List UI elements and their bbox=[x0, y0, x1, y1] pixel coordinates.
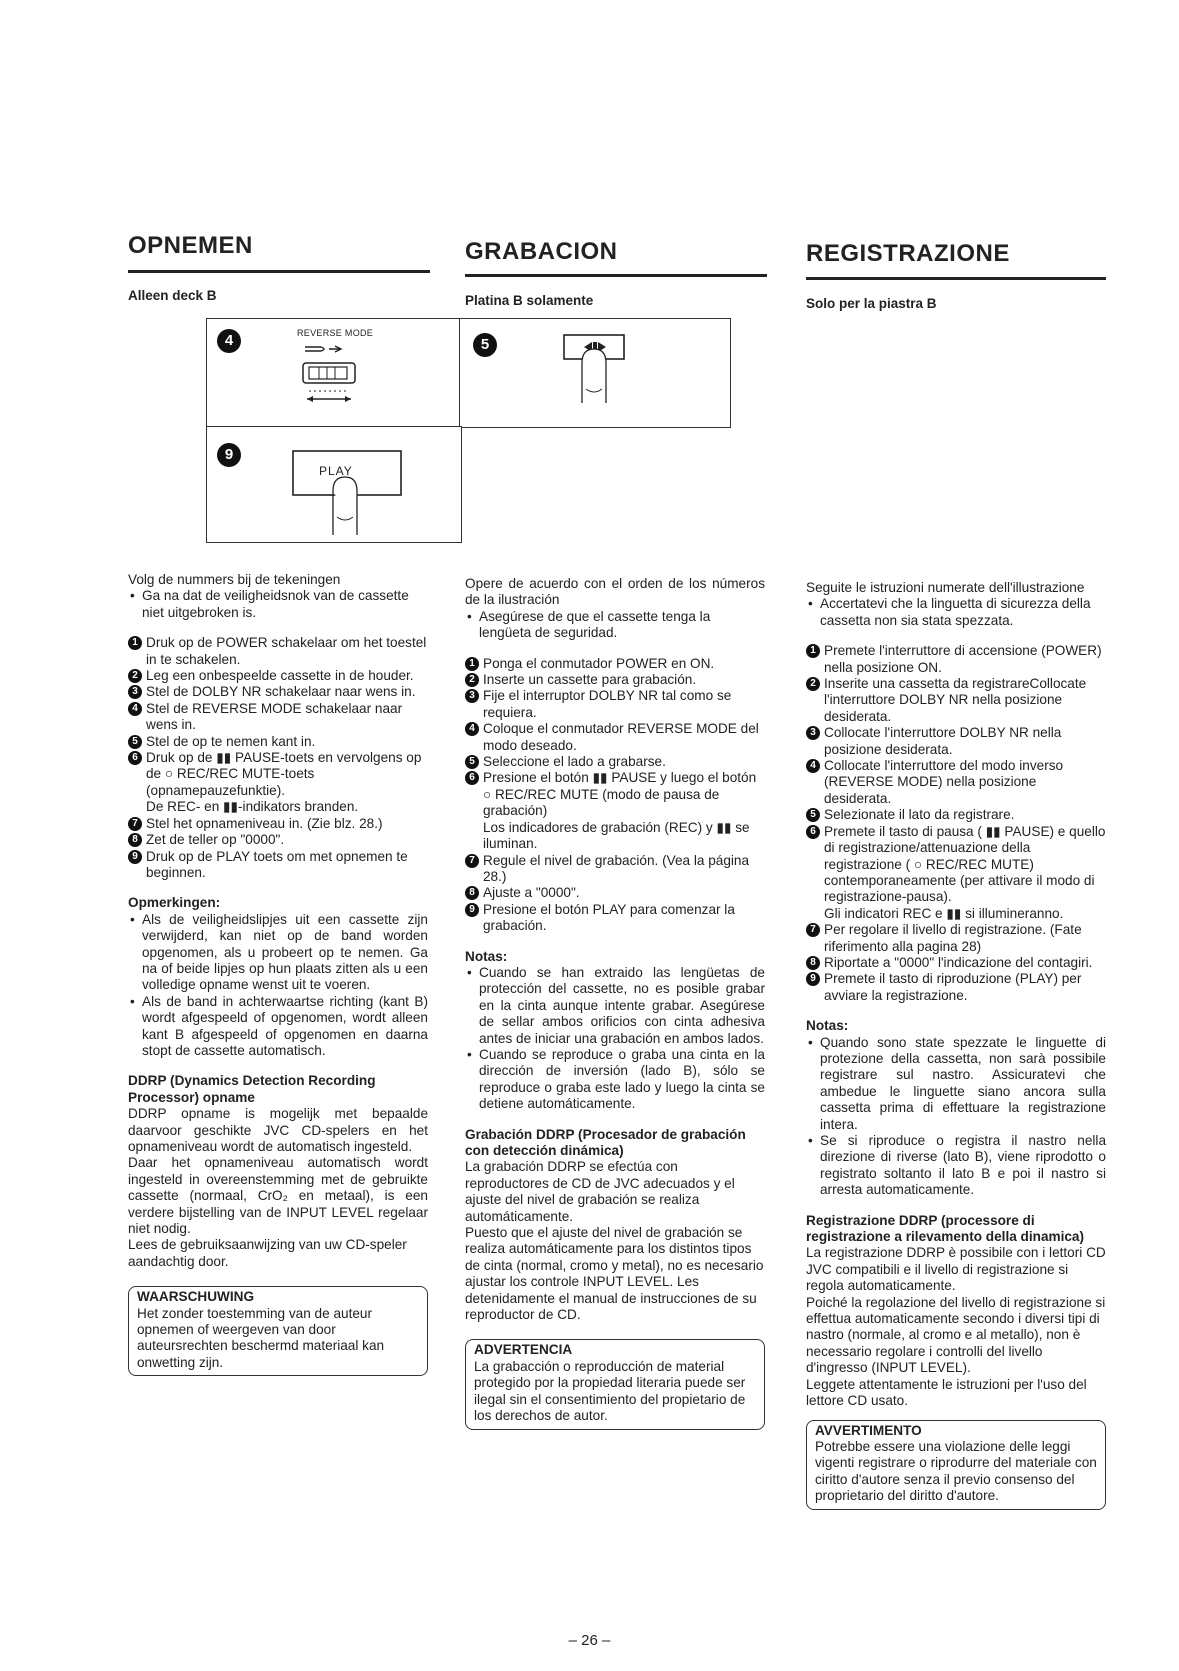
bullet-list bbox=[806, 596, 1106, 629]
step-text: Druk op de ▮▮ PAUSE-toets en vervolgens op de ○ REC/REC MUTE-toets (opnamepauzefunktie). De REC- en ▮▮-indikators branden. bbox=[146, 750, 422, 815]
step-text: Fije el interruptor DOLBY NR tal como se requiera. bbox=[483, 688, 732, 720]
notes-list bbox=[806, 1035, 1106, 1199]
title-nl: OPNEMEN bbox=[128, 232, 253, 259]
list-item bbox=[469, 688, 765, 721]
ddrp-paragraph: DDRP opname is mogelijk met bepaalde daarvoor geschikte JVC CD-spelers en het opnameniveau wordt de automatisch ingesteld. bbox=[128, 1106, 428, 1154]
notes-heading: Opmerkingen: bbox=[128, 895, 221, 911]
ddrp-heading: Registrazione DDRP (processore di registrazione a rilevamento della dinamica) bbox=[806, 1212, 1085, 1245]
list-item bbox=[469, 672, 765, 688]
list-item bbox=[810, 971, 1106, 1004]
list-item bbox=[469, 901, 765, 935]
title-it: REGISTRAZIONE bbox=[806, 240, 1010, 267]
list-item bbox=[469, 852, 765, 886]
ddrp-paragraph: Poiché la regolazione del livello di registrazione si effettua automaticamente secondo i diversi tipi di nastro (normale, al cromo e al metallo), non è necessario regolare i controlli del livello d'ingresso (INPUT LEVEL). bbox=[806, 1294, 1106, 1376]
step-text: Premete l'interruttore di accensione (POWER) nella posizione ON. bbox=[824, 643, 1102, 675]
list-item bbox=[132, 700, 428, 734]
step-number-badge: 2 bbox=[465, 673, 479, 687]
step-text: Collocate l'interruttore DOLBY NR nella posizione desiderata. bbox=[824, 725, 1062, 757]
step-number-badge: 1 bbox=[465, 657, 479, 671]
ddrp-paragraph: Lees de gebruiksaanwijzing van uw CD-speler aandachtig door. bbox=[128, 1237, 407, 1269]
subtitle-it: Solo per la piastra B bbox=[806, 296, 937, 311]
figure-reverse-mode bbox=[206, 318, 462, 428]
notes-list bbox=[128, 912, 428, 1060]
step-text: Seleccione el lado a grabarse. bbox=[483, 754, 666, 770]
step-number-badge: 9 bbox=[128, 850, 142, 864]
list-item: • Accertatevi che la linguetta di sicurezza della cassetta non sia stata spezzata. bbox=[820, 596, 1106, 629]
reverse-mode-label: REVERSE MODE bbox=[297, 328, 374, 338]
step-number-badge: 6 bbox=[465, 771, 479, 785]
list-item: • Als de band in achterwaartse richting (kant B) wordt afgespeeld of opgenomen, wordt alleen kant B afgespeeld of opgenomen en daarna stopt de cassette automatisch. bbox=[142, 994, 428, 1060]
column-es bbox=[465, 576, 765, 1430]
step-text: Stel de op te nemen kant in. bbox=[146, 733, 316, 749]
list-item bbox=[810, 954, 1106, 971]
intro-text: Opere de acuerdo con el orden de los números de la ilustración bbox=[465, 576, 765, 608]
step-text: Per regolare il livello di registrazione. (Fate riferimento alla pagina 28) bbox=[824, 922, 1082, 954]
list-item bbox=[469, 721, 765, 754]
step-number-badge: 3 bbox=[806, 726, 820, 740]
list-item bbox=[469, 885, 765, 901]
ddrp-paragraph: La grabación DDRP se efectúa con reproductores de CD de JVC adecuados y el ajuste del nivel de grabación se realiza automáticamente. bbox=[465, 1159, 735, 1224]
step-text: Premete il tasto di riproduzione (PLAY) per avviare la registrazione. bbox=[824, 971, 1082, 1003]
step-number-badge: 7 bbox=[806, 923, 820, 937]
warning-text: La grabacción o reproducción de material protegido por la propiedad literaria puede ser ilegal sin el consentimiento del propietario de los derechos de autor. bbox=[474, 1358, 746, 1424]
figure-play bbox=[206, 426, 462, 543]
step-number-badge: 1 bbox=[128, 636, 142, 650]
warning-box bbox=[806, 1420, 1106, 1510]
ddrp-heading: Grabación DDRP (Procesador de grabación con detección dinámica) bbox=[465, 1126, 746, 1158]
warning-text: Het zonder toestemming van de auteur opnemen of weergeven van door auteursrechten beschermd materiaal kan onwetting zijn. bbox=[137, 1305, 385, 1370]
step-number-badge: 3 bbox=[465, 689, 479, 703]
list-item: • Cuando se reproduce o graba una cinta en la dirección de inversión (lado B), sólo se reproduce o graba este lado y luego la cinta se detiene automáticamente. bbox=[479, 1047, 765, 1113]
step-text: Druk op de POWER schakelaar om het toestel in te schakelen. bbox=[146, 635, 427, 667]
list-item bbox=[132, 848, 428, 882]
step-text: Coloque el conmutador REVERSE MODE del modo deseado. bbox=[483, 721, 759, 753]
step-number-badge: 4 bbox=[128, 702, 142, 716]
step-number-badge: 8 bbox=[465, 886, 479, 900]
step-text: Presione el botón ▮▮ PAUSE y luego el botón ○ REC/REC MUTE (modo de pausa de grabación) Los indicadores de grabación (REC) y ▮▮ se iluminan. bbox=[483, 770, 757, 852]
step-number-badge: 9 bbox=[465, 903, 479, 917]
step-text: Druk op de PLAY toets om met opnemen te beginnen. bbox=[146, 848, 408, 880]
play-button-icon bbox=[287, 447, 407, 539]
list-item bbox=[810, 823, 1106, 922]
step-text: Ajuste a "0000". bbox=[483, 885, 580, 901]
bullet-list bbox=[128, 588, 428, 621]
intro-text: Volg de nummers bij de tekeningen bbox=[128, 572, 341, 587]
list-item: • Se si riproduce o registra il nastro nella direzione di riverse (lato B), viene riprodotto o registrato soltanto il lato B e poi il nastro si arresta automaticamente. bbox=[820, 1133, 1106, 1199]
list-item bbox=[132, 832, 428, 848]
list-item bbox=[469, 655, 765, 672]
list-item: • Cuando se han extraido las lengüetas de protección del cassette, no es posible grabar en la cinta aunque intente grabar. Asegúrese de sellar ambos orificios con cinta adhesiva antes de iniciar una grabación en ambos lados. bbox=[479, 965, 765, 1047]
column-nl bbox=[128, 572, 428, 1376]
list-item: • Asegúrese de que el cassette tenga la lengüeta de seguridad. bbox=[479, 609, 765, 642]
warning-text: Potrebbe essere una violazione delle leggi vigenti registrare o riprodurre del materiale con ciritto d'autore senza il previo consenso del proprietario del diritto d'autore. bbox=[815, 1438, 1097, 1504]
list-item bbox=[132, 684, 428, 700]
step-text: Premete il tasto di pausa ( ▮▮ PAUSE) e quello di registrazione/attenuazione della registrazione ( ○ REC/REC MUTE) contemporaneamente (per attivare il modo di registrazione-pausa). Gli indicatori REC e ▮▮ si illumineranno. bbox=[824, 823, 1106, 921]
list-item bbox=[810, 676, 1106, 725]
step-number-badge: 5 bbox=[128, 735, 142, 749]
subtitle-nl: Alleen deck B bbox=[128, 288, 217, 303]
step-number-badge: 9 bbox=[806, 972, 820, 986]
rule-nl bbox=[128, 270, 430, 273]
step-number-badge: 6 bbox=[806, 825, 820, 839]
subtitle-es: Platina B solamente bbox=[465, 293, 594, 308]
list-item: • Ga na dat de veiligheidsnok van de cassette niet uitgebroken is. bbox=[142, 588, 428, 621]
step-9-badge: 9 bbox=[217, 443, 241, 467]
step-4-badge: 4 bbox=[217, 329, 241, 353]
step-number-badge: 1 bbox=[806, 644, 820, 658]
notes-list bbox=[465, 965, 765, 1113]
notes-heading: Notas: bbox=[806, 1018, 849, 1034]
list-item: • Als de veiligheidslipjes uit een cassette zijn verwijderd, kan niet op de band worden opgenomen, als u probeert op te nemen. Ga na of beide lipjes op hun plaats zitten als u een volledige opname wenst uit te voeren. bbox=[142, 912, 428, 994]
step-number-badge: 5 bbox=[806, 808, 820, 822]
ddrp-heading: DDRP (Dynamics Detection Recording Processor) opname bbox=[128, 1073, 376, 1105]
bullet-list bbox=[465, 609, 765, 642]
step-text: Presione el botón PLAY para comenzar la grabación. bbox=[483, 901, 735, 934]
list-item bbox=[132, 668, 428, 684]
step-number-badge: 4 bbox=[465, 722, 479, 736]
list-item bbox=[810, 758, 1106, 807]
steps-list bbox=[806, 643, 1106, 1004]
column-it bbox=[806, 580, 1106, 1510]
list-item bbox=[132, 635, 428, 668]
step-text: Stel het opnameniveau in. (Zie blz. 28.) bbox=[146, 815, 383, 831]
step-text: Collocate l'interruttore del modo inverso (REVERSE MODE) nella posizione desiderata. bbox=[824, 758, 1064, 806]
warning-box bbox=[465, 1339, 765, 1429]
step-5-badge: 5 bbox=[473, 333, 497, 357]
rule-es bbox=[465, 274, 767, 277]
ddrp-paragraph: Puesto que el ajuste del nivel de grabación se realiza automáticamente para los distintos tipos de cinta (normal, cromo y metal), no es necesario ajustar los controle INPUT LEVEL. Les detenidamente el manual de instrucciones de su reproductor de CD. bbox=[465, 1225, 764, 1323]
figure-side-select bbox=[459, 318, 731, 428]
ddrp-paragraph: Leggete attentamente le istruzioni per l'uso del lettore CD usato. bbox=[806, 1376, 1087, 1409]
notes-heading: Notas: bbox=[465, 948, 508, 964]
list-item bbox=[132, 733, 428, 750]
page-number: – 26 – bbox=[568, 1632, 611, 1649]
ddrp-paragraph: Daar het opnameniveau automatisch wordt ingesteld in overeenstemming met de gebruikte cassette (normaal, CrO₂ en metaal), is een verdere bijstelling van de INPUT LEVEL regelaar niet nodig. bbox=[128, 1155, 428, 1237]
step-number-badge: 3 bbox=[128, 685, 142, 699]
list-item bbox=[469, 770, 765, 852]
list-item bbox=[810, 922, 1106, 955]
title-es: GRABACION bbox=[465, 238, 618, 265]
warning-title: ADVERTENCIA bbox=[474, 1342, 573, 1358]
list-item: • Quando sono state spezzate le linguette di protezione della cassetta, non sarà possibile registrare sul nastro. Assicuratevi che ambedue le linguette siano ancora sulla cassetta prima di effettuare la registrazione intera. bbox=[820, 1035, 1106, 1133]
play-label: PLAY bbox=[319, 464, 353, 478]
list-item bbox=[469, 754, 765, 770]
list-item bbox=[132, 815, 428, 832]
step-number-badge: 8 bbox=[128, 833, 142, 847]
step-text: Zet de teller op "0000". bbox=[146, 832, 285, 848]
rule-it bbox=[806, 277, 1106, 280]
step-text: Inserite una cassetta da registrareCollocate l'interruttore DOLBY NR nella posizione desiderata. bbox=[824, 676, 1087, 724]
list-item bbox=[810, 725, 1106, 758]
warning-title: AVVERTIMENTO bbox=[815, 1422, 922, 1438]
step-number-badge: 7 bbox=[128, 817, 142, 831]
step-number-badge: 2 bbox=[128, 669, 142, 683]
warning-box bbox=[128, 1286, 428, 1376]
list-item bbox=[132, 750, 428, 816]
intro-text: Seguite le istruzioni numerate dell'illustrazione bbox=[806, 580, 1085, 595]
ddrp-paragraph: La registrazione DDRP è possibile con i lettori CD JVC compatibili e il livello di registrazione si regola automaticamente. bbox=[806, 1245, 1106, 1294]
step-text: Inserte un cassette para grabación. bbox=[483, 672, 697, 688]
step-number-badge: 7 bbox=[465, 854, 479, 868]
step-text: Leg een onbespeelde cassette in de houder. bbox=[146, 668, 414, 684]
step-text: Stel de DOLBY NR schakelaar naar wens in. bbox=[146, 684, 416, 700]
steps-list bbox=[465, 656, 765, 935]
step-number-badge: 5 bbox=[465, 755, 479, 769]
step-text: Stel de REVERSE MODE schakelaar naar wens in. bbox=[146, 700, 403, 733]
side-select-button-icon bbox=[560, 329, 650, 419]
step-text: Selezionate il lato da registrare. bbox=[824, 807, 1015, 823]
step-number-badge: 2 bbox=[806, 677, 820, 691]
step-number-badge: 8 bbox=[806, 956, 820, 970]
list-item bbox=[810, 643, 1106, 676]
reverse-mode-switch-icon bbox=[295, 341, 375, 421]
steps-list bbox=[128, 635, 428, 881]
warning-title: WAARSCHUWING bbox=[137, 1289, 255, 1305]
step-number-badge: 6 bbox=[128, 751, 142, 765]
step-text: Riportate a "0000" l'indicazione del contagiri. bbox=[824, 954, 1093, 970]
step-text: Regule el nivel de grabación. (Vea la página 28.) bbox=[483, 852, 750, 884]
step-number-badge: 4 bbox=[806, 759, 820, 773]
list-item bbox=[810, 807, 1106, 823]
step-text: Ponga el conmutador POWER en ON. bbox=[483, 655, 715, 671]
